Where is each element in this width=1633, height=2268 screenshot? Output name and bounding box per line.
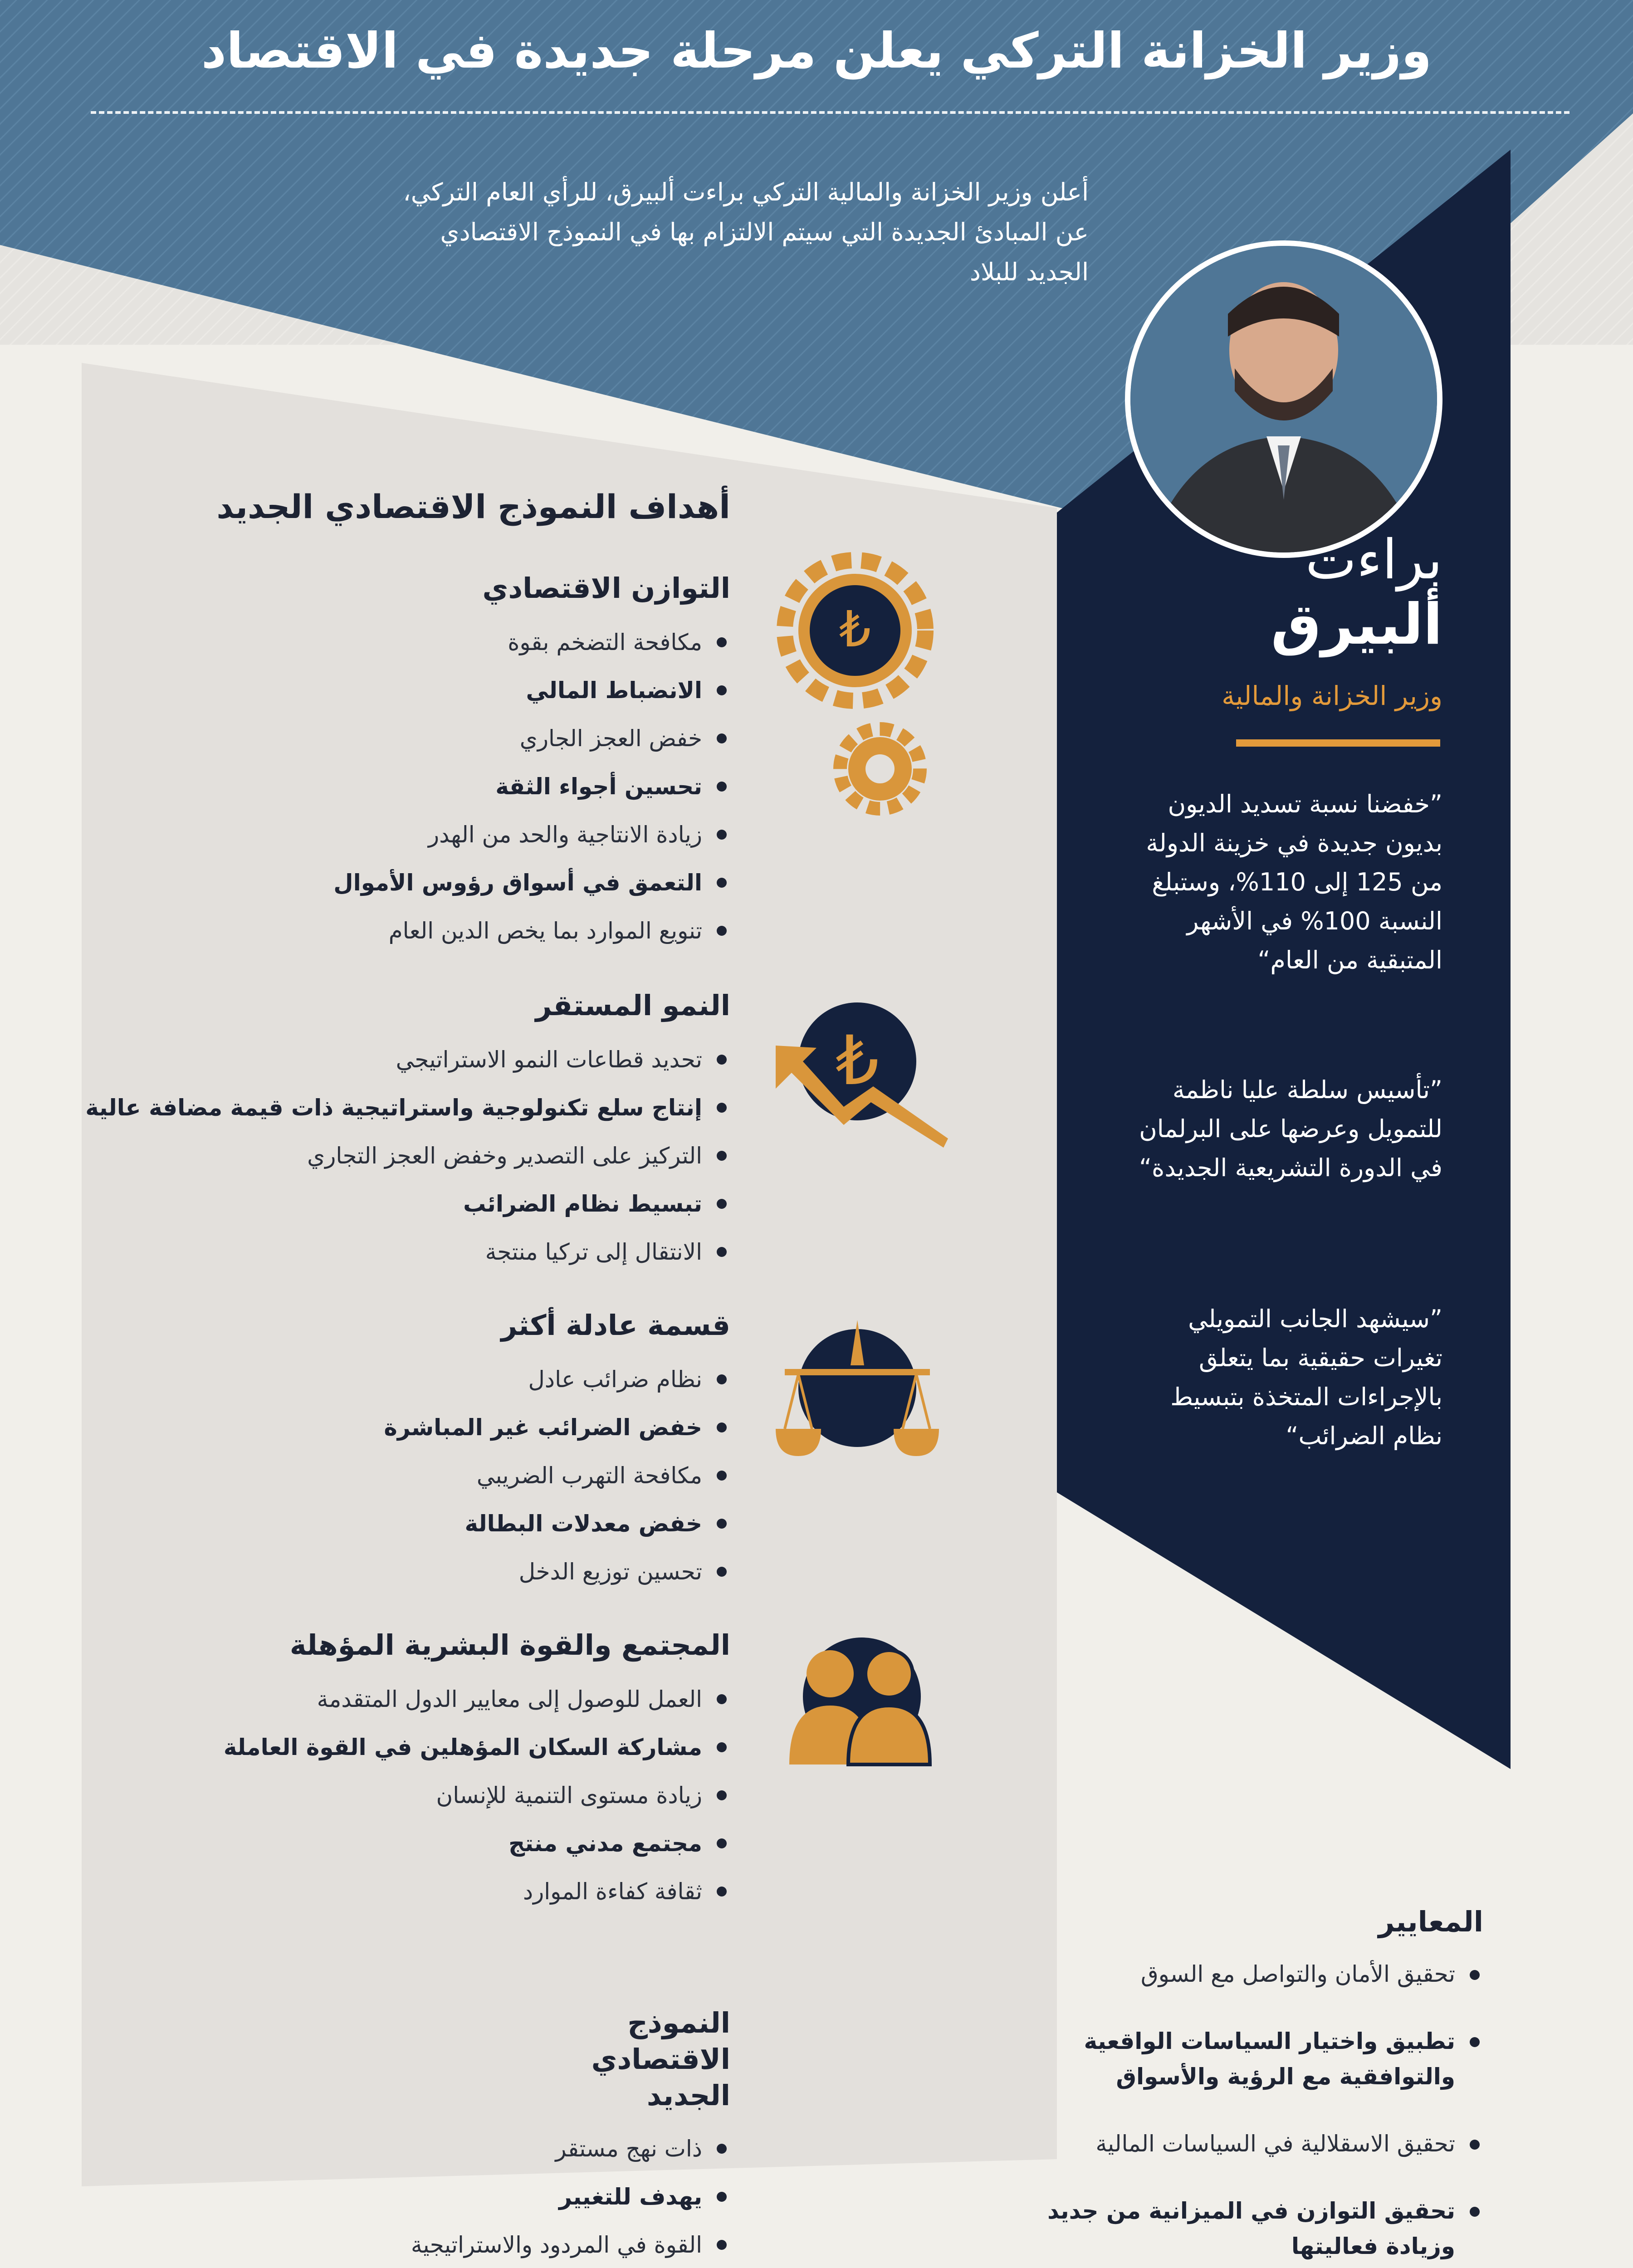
list-item: ثقافة كفاءة الموارد	[136, 1867, 730, 1916]
growth-arrow-icon	[767, 984, 957, 1157]
new-model-title	[254, 2005, 730, 2114]
svg-text:₺: ₺	[836, 1022, 879, 1100]
list-item: خفض العجز الجاري	[136, 714, 730, 763]
goal-group-title: التوازن الاقتصادي	[482, 572, 730, 605]
list-item: القوة في المردود والاستراتيجية	[254, 2221, 730, 2268]
list-item: مكافحة التضخم بقوة	[136, 618, 730, 666]
minister-role: وزير الخزانة والمالية	[1222, 680, 1442, 711]
list-item: إنتاج سلع تكنولوجية واستراتيجية ذات قيمة مضافة عالية	[136, 1084, 730, 1132]
new-model-title-line: النموذج	[627, 2006, 730, 2039]
list-item: الانضباط المالي	[136, 666, 730, 714]
minister-photo	[1125, 240, 1442, 558]
list-item: زيادة الانتاجية والحد من الهدر	[136, 811, 730, 859]
svg-text:₺: ₺	[839, 600, 871, 658]
minister-first-name: براءت	[1305, 528, 1442, 591]
minister-last-name: ألبيرق	[1271, 592, 1442, 657]
criteria-title: المعايير	[1378, 1905, 1483, 1938]
list-item: خفض الضرائب غير المباشرة	[136, 1403, 730, 1452]
goal-group-title: النمو المستقر	[535, 989, 730, 1022]
list-item: تطبيق واختيار السياسات الواقعية والتوافقية مع الرؤية والأسواق	[989, 2024, 1483, 2094]
quote-2: ”تأسيس سلطة عليا ناظمة للتمويل وعرضها على البرلمان في الدورة التشريعية الجديدة“	[1139, 1075, 1442, 1182]
list-item: خفض معدلات البطالة	[136, 1500, 730, 1548]
page-title: وزير الخزانة التركي يعلن مرحلة جديدة في الاقتصاد	[201, 23, 1432, 79]
list-item: تبسيط نظام الضرائب	[136, 1180, 730, 1228]
lira-gear-icon	[771, 549, 944, 821]
list-item: مجتمع مدني منتج	[136, 1819, 730, 1867]
list-item: نظام ضرائب عادل	[136, 1355, 730, 1403]
list-item: تحقيق الاسقلالية في السياسات المالية	[989, 2126, 1483, 2161]
list-item: التعمق في أسواق رؤوس الأموال	[136, 859, 730, 907]
list-item: ذات نهج مستقر	[254, 2125, 730, 2173]
scales-icon	[776, 1311, 948, 1483]
intro-text: أعلن وزير الخزانة والمالية التركي براءت ألبيرق، للرأي العام التركي، عن المبادئ الجديدة التي سيتم الالتزام بها في النموذج الاقتصادي الجديد للبلاد	[403, 178, 1089, 286]
new-model-title-line: الاقتصادي	[591, 2043, 730, 2076]
title-divider	[91, 111, 1569, 114]
criteria-section	[989, 1905, 1483, 2268]
list-item: التركيز على التصدير وخفض العجز التجاري	[136, 1132, 730, 1180]
goal-group-fairness	[136, 1309, 730, 1596]
list-item: يهدف للتغيير	[254, 2173, 730, 2221]
list-item: تنويع الموارد بما يخص الدين العام	[136, 907, 730, 955]
quote-1: ”خفضنا نسبة تسديد الديون بديون جديدة في خزينة الدولة من 125 إلى 110%، وستبلغ النسبة 100% في الأشهر المتبقية من العام“	[1146, 790, 1442, 974]
list-item: الانتقال إلى تركيا منتجة	[136, 1228, 730, 1276]
list-item: تحديد قطاعات النمو الاستراتيجي	[136, 1036, 730, 1084]
list-item: تحقيق التوازن في الميزانية من جديد وزيادة فعاليتها	[989, 2193, 1483, 2264]
list-item: تحسين أجواء الثقة	[136, 763, 730, 811]
role-underline	[1236, 739, 1440, 747]
goal-group-society	[136, 1628, 730, 1916]
goal-group-title: قسمة عادلة أكثر	[501, 1309, 730, 1342]
list-item: زيادة مستوى التنمية للإنسان	[136, 1771, 730, 1819]
quote-3: ”سيشهد الجانب التمويلي تغيرات حقيقية بما يتعلق بالإجراءات المتخذة بتبسيط نظام الضرائب“	[1170, 1305, 1442, 1450]
goal-group-growth	[85, 989, 730, 1276]
list-item: مكافحة التهرب الضريبي	[136, 1452, 730, 1500]
new-model-section	[254, 2005, 730, 2268]
people-icon	[785, 1633, 939, 1778]
goal-group-title: المجتمع والقوة البشرية المؤهلة	[289, 1628, 730, 1662]
list-item: تحقيق الأمان والتواصل مع السوق	[989, 1956, 1483, 1992]
avatar	[1130, 246, 1437, 552]
goals-title: أهداف النموذج الاقتصادي الجديد	[216, 488, 730, 526]
new-model-title-line: الجديد	[646, 2079, 730, 2112]
goal-group-balance	[136, 572, 730, 955]
list-item: تحسين توزيع الدخل	[136, 1548, 730, 1596]
list-item: العمل للوصول إلى معايير الدول المتقدمة	[136, 1675, 730, 1723]
list-item: مشاركة السكان المؤهلين في القوة العاملة	[136, 1723, 730, 1771]
